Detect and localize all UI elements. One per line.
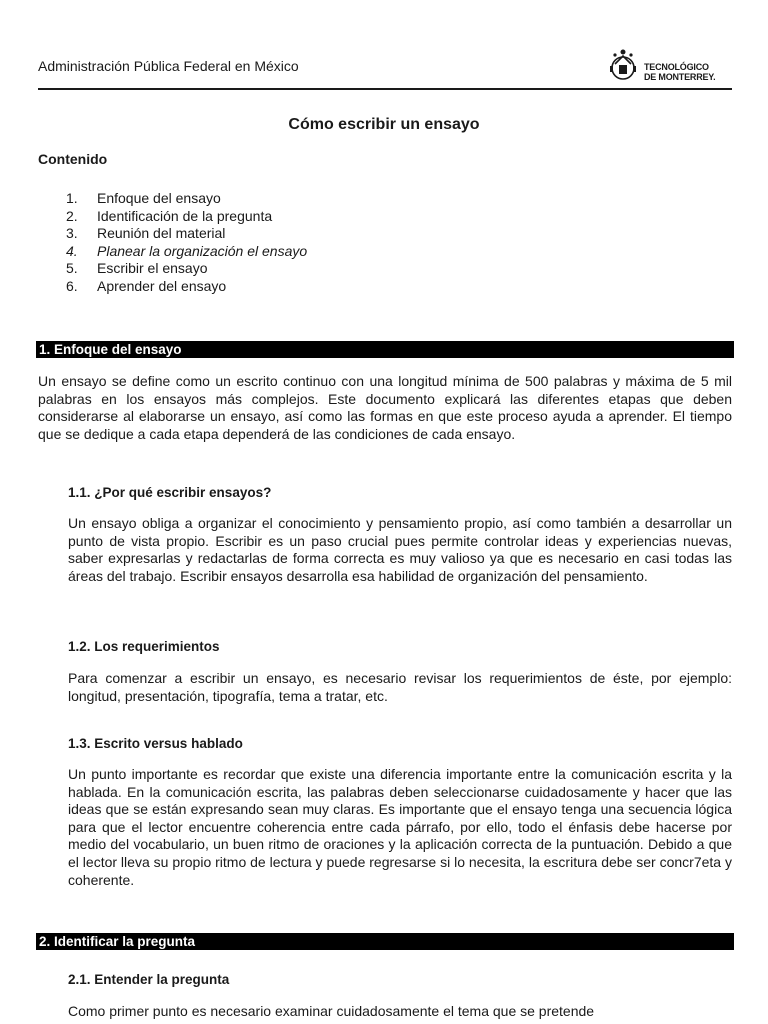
logo-wordmark: TECNOLÓGICO DE MONTERREY.	[644, 62, 716, 82]
toc-heading: Contenido	[38, 151, 108, 167]
toc-item: 1. Enfoque del ensayo	[66, 190, 221, 206]
institution-logo	[562, 44, 732, 84]
page-header	[38, 44, 732, 90]
subsection-heading-2-1: 2.1. Entender la pregunta	[68, 972, 230, 987]
section-1-paragraph: Un ensayo se define como un escrito continuo con una longitud mínima de 500 palabras y máxima de 5 mil palabras en los ensayos más complejos. Este documento explicará las diferentes etapas que deben considerarse al elaborarse un ensayo, así como las formas en que este proceso ayuda a aprender. El tiempo que se dedique a cada etapa dependerá de las condiciones de cada ensayo.	[38, 373, 732, 442]
document-title: Cómo escribir un ensayo	[288, 116, 480, 133]
section-heading-1: 1. Enfoque del ensayo	[36, 341, 734, 358]
header-title: Administración Pública Federal en México	[38, 58, 299, 74]
subsection-1-3-paragraph: Un punto importante es recordar que existe una diferencia importante entre la comunicación escrita y la hablada. En la comunicación escrita, las palabras deben seleccionarse cuidadosamente y hacer que las ideas que se están expresando sean muy claras. Es importante que el ensayo tenga una secuencia lógica para que el lector encuentre coherencia entre cada párrafo, por ello, todo el énfasis debe hacerse por medio del vocabulario, un buen ritmo de oraciones y la aplicación correcta de la puntuación. Debido a que el lector lleva su propio ritmo de lectura y puede regresarse si lo necesita, la escritura debe ser concr7eta y coherente.	[68, 766, 732, 888]
toc-item: 2. Identificación de la pregunta	[66, 207, 273, 224]
table-of-contents	[66, 190, 307, 295]
toc-item: 4. Planear la organización el ensayo	[66, 242, 308, 259]
subsection-heading-1-1: 1.1. ¿Por qué escribir ensayos?	[68, 485, 272, 500]
section-heading-2: 2. Identificar la pregunta	[36, 933, 734, 950]
toc-item: 6. Aprender del ensayo	[66, 277, 227, 294]
subsection-1-2-paragraph: Para comenzar a escribir un ensayo, es necesario revisar los requerimientos de éste, por ejemplo: longitud, presentación, tipografía, tema a tratar, etc.	[68, 670, 732, 704]
subsection-heading-1-3: 1.3. Escrito versus hablado	[68, 736, 243, 751]
subsection-2-1-paragraph: Como primer punto es necesario examinar cuidadosamente el tema que se pretende	[68, 1003, 595, 1019]
logo-emblem-icon	[606, 46, 640, 82]
subsection-heading-1-2: 1.2. Los requerimientos	[68, 639, 220, 654]
toc-item: 3. Reunión del material	[66, 225, 226, 241]
header-divider	[38, 88, 732, 90]
subsection-1-1-paragraph: Un ensayo obliga a organizar el conocimiento y pensamiento propio, así como también a desarrollar un punto de vista propio. Escribir es un paso crucial pues permite controlar ideas y experiencias nuevas, saber expresarlas y redactarlas de forma correcta es muy valioso ya que es necesario en casi todas las áreas del trabajo. Escribir ensayos desarrolla esa habilidad de organización del pensamiento.	[68, 515, 732, 584]
toc-item: 5. Escribir el ensayo	[66, 260, 208, 276]
